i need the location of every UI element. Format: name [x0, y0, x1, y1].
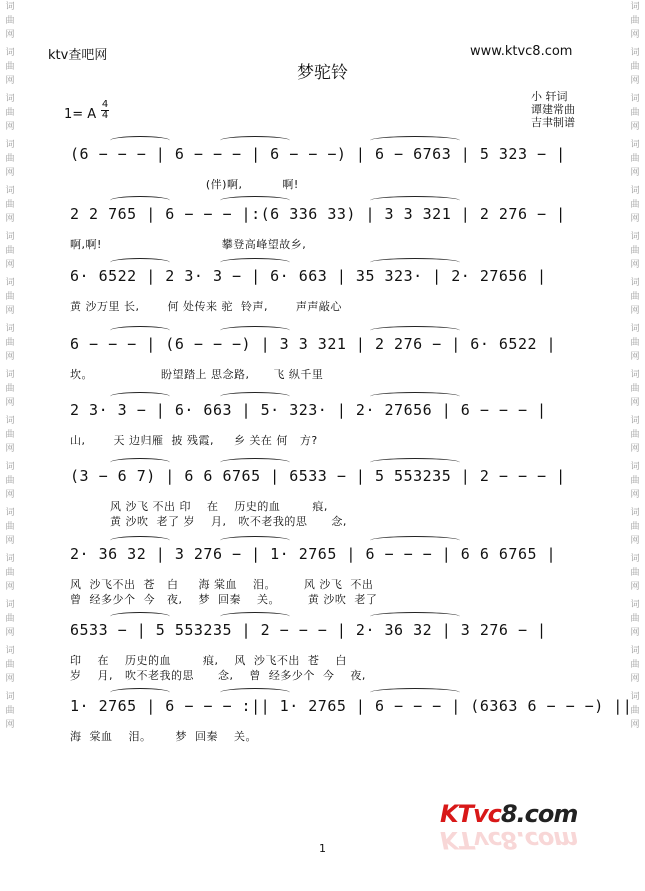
side-watermark-right: [627, 0, 643, 891]
watermark-text: 词 曲 网: [5, 508, 15, 546]
meter-bottom: 4: [101, 110, 109, 121]
watermark-text: 词 曲 网: [5, 48, 15, 86]
watermark-text: 词 曲 网: [630, 416, 640, 454]
lyric-line: 曾 经多少个 今 夜, 梦 回秦 关。 黄 沙吹 老了: [70, 593, 378, 606]
watermark-text: 词 曲 网: [5, 600, 15, 638]
watermark-text: 词 曲 网: [5, 370, 15, 408]
logo-dark: 8.com: [500, 800, 578, 828]
logo-reflection: KTvc8.com: [440, 826, 578, 854]
note-line: 2· 36 32 | 3 276 − | 1· 2765 | 6 − − − | 6 6 6765 |: [70, 545, 557, 563]
lyric-line: 海 棠血 泪。 梦 回秦 关。: [70, 730, 257, 743]
meter-top: 4: [101, 99, 109, 110]
watermark-text: 词 曲 网: [5, 462, 15, 500]
watermark-text: 词 曲 网: [5, 692, 15, 730]
watermark-text: 词 曲 网: [5, 140, 15, 178]
lyric-line: 黄 沙万里 长, 何 处传来 驼 铃声, 声声敲心: [70, 300, 342, 313]
page-number: 1: [319, 842, 326, 855]
arranger-credit: 吉聿制谱: [531, 116, 575, 129]
note-line: 6· 6522 | 2 3· 3 − | 6· 663 | 35 323· | 2· 27656 |: [70, 267, 547, 285]
watermark-text: 词 曲 网: [5, 324, 15, 362]
watermark-text: 词 曲 网: [630, 232, 640, 270]
watermark-text: 词 曲 网: [5, 554, 15, 592]
watermark-text: 词 曲 网: [5, 278, 15, 316]
composer-credit: 谭建常曲: [531, 103, 575, 116]
watermark-text: 词 曲 网: [630, 278, 640, 316]
watermark-text: 词 曲 网: [630, 94, 640, 132]
note-line: 6533 − | 5 553235 | 2 − − − | 2· 36 32 | 3 276 − |: [70, 621, 547, 639]
watermark-text: 词 曲 网: [630, 646, 640, 684]
lyric-line: 风 沙飞 不出 印 在 历史的血 痕,: [70, 500, 328, 513]
watermark-text: 词 曲 网: [630, 2, 640, 40]
lyricist-credit: 小 轩词: [531, 90, 568, 103]
watermark-text: 词 曲 网: [5, 2, 15, 40]
song-title: 梦驼铃: [297, 63, 348, 83]
lyric-line: 风 沙飞不出 苍 白 海 棠血 泪。 风 沙飞 不出: [70, 578, 374, 591]
lyric-line: 黄 沙吹 老了 岁 月, 吹不老我的思 念,: [70, 515, 347, 528]
watermark-text: 词 曲 网: [5, 94, 15, 132]
credits: [531, 90, 575, 129]
watermark-text: 词 曲 网: [630, 462, 640, 500]
score-row: [70, 692, 633, 812]
note-line: 2 3· 3 − | 6· 663 | 5· 323· | 2· 27656 | 6 − − − |: [70, 401, 547, 419]
watermark-text: 词 曲 网: [630, 186, 640, 224]
lyric-line: 啊,啊! 攀登高峰望故乡,: [70, 238, 307, 251]
watermark-text: 词 曲 网: [630, 600, 640, 638]
site-name: ktv查吧网: [48, 48, 108, 63]
watermark-text: 词 曲 网: [630, 554, 640, 592]
watermark-text: 词 曲 网: [630, 508, 640, 546]
lyric-line: (伴)啊, 啊!: [70, 178, 299, 191]
watermark-text: 词 曲 网: [630, 692, 640, 730]
watermark-text: 词 曲 网: [5, 416, 15, 454]
watermark-text: 词 曲 网: [630, 370, 640, 408]
lyric-line: 坎。 盼望踏上 思念路, 飞 纵千里: [70, 368, 324, 381]
watermark-text: 词 曲 网: [5, 186, 15, 224]
lyric-line: 印 在 历史的血 痕, 风 沙飞不出 苍 白: [70, 654, 347, 667]
watermark-text: 词 曲 网: [5, 232, 15, 270]
lyric-line: 山, 天 边归雁 披 残霞, 乡 关在 何 方?: [70, 434, 318, 447]
time-signature: [101, 100, 109, 121]
note-line: 1· 2765 | 6 − − − :|| 1· 2765 | 6 − − − | (6363 6 − − −) ||: [70, 697, 633, 715]
note-line: 2 2 765 | 6 − − − |:(6 336 33) | 3 3 321 | 2 276 − |: [70, 205, 566, 223]
watermark-text: 词 曲 网: [630, 324, 640, 362]
note-line: (3 − 6 7) | 6 6 6765 | 6533 − | 5 553235 | 2 − − − |: [70, 467, 566, 485]
watermark-text: 词 曲 网: [630, 48, 640, 86]
note-line: 6 − − − | (6 − − −) | 3 3 321 | 2 276 − | 6· 6522 |: [70, 335, 557, 353]
key-signature: 1= A: [64, 107, 97, 122]
watermark-text: 词 曲 网: [5, 646, 15, 684]
note-line: (6 − − − | 6 − − − | 6 − − −) | 6 − 6763 | 5 323 − |: [70, 145, 566, 163]
ktvc8-logo: [440, 800, 577, 828]
watermark-text: 词 曲 网: [630, 140, 640, 178]
lyric-line: 岁 月, 吹不老我的思 念, 曾 经多少个 今 夜,: [70, 669, 366, 682]
side-watermark-left: [2, 0, 18, 891]
site-url: www.ktvc8.com: [470, 44, 573, 59]
logo-red: KTvc: [440, 800, 501, 828]
